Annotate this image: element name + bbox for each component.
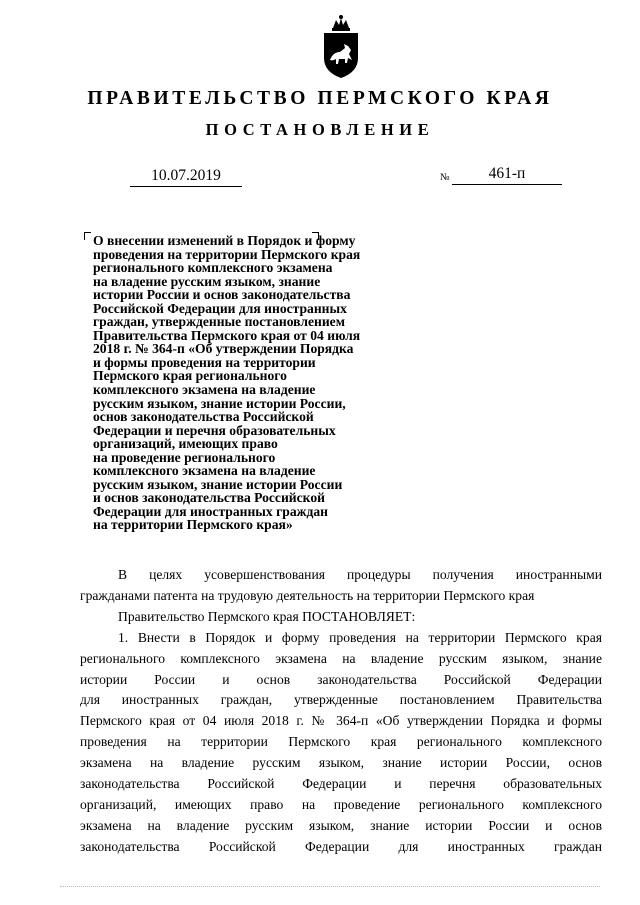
scan-artifact-line bbox=[60, 886, 600, 887]
title-line: основ законодательства Российской bbox=[93, 409, 314, 425]
title-line: Российской Федерации для иностранных bbox=[93, 300, 347, 316]
title-line: Федерации для иностранных граждан bbox=[93, 503, 329, 519]
title-line: Правительства Пермского края от 04 июля bbox=[93, 327, 361, 343]
government-name: ПРАВИТЕЛЬСТВО ПЕРМСКОГО КРАЯ bbox=[87, 88, 553, 109]
title-line: на владение русским языком, знание bbox=[93, 273, 321, 289]
body-line: для иностранных граждан, утвержденные постановлением Правительства bbox=[80, 692, 602, 708]
body-line: регионального комплексного экзамена на владение русским языком, знание bbox=[80, 650, 602, 666]
title-line: проведения на территории Пермского края bbox=[93, 246, 361, 262]
body-line: законодательства Российской Федерации и перечня образовательных bbox=[80, 776, 602, 792]
body-line: экзамена на владение русским языком, знание истории России, основ bbox=[80, 755, 602, 771]
body-line: организаций, имеющих право на проведение регионального комплексного bbox=[80, 796, 602, 812]
title-line: регионального комплексного экзамена bbox=[93, 260, 333, 276]
title-line: 2018 г. № 364-п «Об утверждении Порядка bbox=[93, 341, 354, 357]
body-line: истории России и основ законодательства Российской Федерации bbox=[80, 671, 602, 687]
document-date: 10.07.2019 bbox=[130, 166, 242, 187]
title-line: на территории Пермского края» bbox=[93, 517, 293, 533]
title-line: комплексного экзамена на владение bbox=[93, 463, 316, 479]
number-label: № bbox=[440, 172, 450, 183]
title-line: комплексного экзамена на владение bbox=[93, 382, 316, 398]
document-body bbox=[80, 565, 602, 858]
document-number: 461-п bbox=[452, 164, 562, 185]
body-line: экзамена на владение русским языком, знание истории России и основ bbox=[80, 817, 602, 833]
title-line: на проведение регионального bbox=[93, 449, 276, 465]
title-line: граждан, утвержденные постановлением bbox=[93, 314, 345, 330]
body-line: законодательства Российской Федерации для иностранных граждан bbox=[80, 838, 602, 854]
title-corner-left bbox=[84, 232, 91, 240]
title-line: и основ законодательства Российской bbox=[93, 490, 325, 506]
body-line: проведения на территории Пермского края регионального комплексного bbox=[80, 734, 602, 750]
title-line: и формы проведения на территории bbox=[93, 354, 316, 370]
document-title bbox=[93, 234, 413, 532]
body-line: 1. Внести в Порядок и форму проведения на территории Пермского края bbox=[118, 629, 602, 645]
document-type: ПОСТАНОВЛЕНИЕ bbox=[205, 120, 435, 139]
title-line: истории России и основ законодательства bbox=[93, 287, 351, 303]
body-line: Правительство Пермского края ПОСТАНОВЛЯЕТ: bbox=[118, 608, 416, 624]
title-line: русским языком, знание истории России, bbox=[93, 395, 346, 411]
title-line: Пермского края регионального bbox=[93, 368, 287, 384]
body-line: В целях усовершенствования процедуры получения иностранными bbox=[118, 567, 602, 582]
title-line: О внесении изменений в Порядок и форму bbox=[93, 233, 356, 248]
coat-of-arms-icon bbox=[319, 14, 363, 80]
body-line: гражданами патента на трудовую деятельность на территории Пермского края bbox=[80, 587, 535, 603]
title-line: русским языком, знание истории России bbox=[93, 476, 343, 492]
title-line: Федерации и перечня образовательных bbox=[93, 422, 336, 438]
title-line: организаций, имеющих право bbox=[93, 436, 278, 452]
body-line: Пермского края от 04 июля 2018 г. № 364-п «Об утверждении Порядка и формы bbox=[80, 713, 602, 729]
